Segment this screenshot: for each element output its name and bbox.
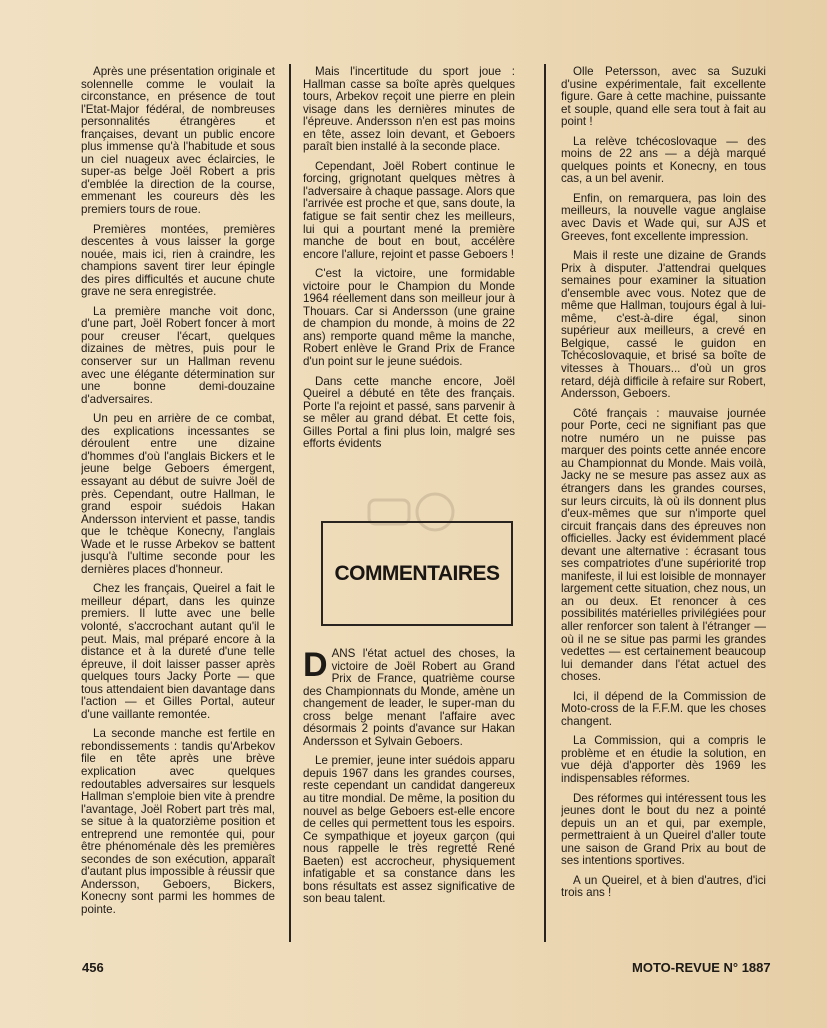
paragraph: A un Queirel, et à bien d'autres, d'ici trois ans ! bbox=[561, 873, 766, 900]
article-column-right bbox=[561, 66, 766, 941]
paragraph: Olle Petersson, avec sa Suzuki d'usine expérimentale, fait excellente figure. Gare à cette machine, puissante et souple, quand elle sera tout à fait au point ! bbox=[561, 66, 766, 129]
paragraph: Premières montées, premières descentes à vous laisser la gorge nouée, mais ici, rien à craindre, les champions savent tirer leur épingle des pires difficultés et aucune chute grave ne sera enregistrée. bbox=[81, 222, 275, 299]
paragraph: Après une présentation originale et solennelle comme le voulait la circonstance, en présence de tout l'Etat-Major fédéral, de nombreuses personnalités étrangères et françaises, devant un public encore plus immense qu'à l'habitude et sous un ciel nuageux avec éclaircies, le super-as belge Joël Robert a pris d'emblée la direction de la course, emmenant les coureurs dès les premiers tours de roue. bbox=[81, 66, 275, 217]
section-heading-box bbox=[321, 521, 513, 626]
paragraph: Le premier, jeune inter suédois apparu depuis 1967 dans les grandes courses, reste cependant un candidat dangereux au titre mondial. De même, la position du nouvel as belge Geboers est-elle encore de celles qui permettent tous les espoirs. Ce sympathique et joyeux garçon (qui nous rappelle le très regretté René Baeten) est accrocheur, physiquement infatigable et sa constance dans les bons résultats est assez significative de son beau talent. bbox=[303, 754, 515, 906]
paragraph-text: ANS l'état actuel des choses, la victoire de Joël Robert au Grand Prix de France, quatrième course des Championnats du Monde, amène un changement de leader, le super-man du cross belge menant l'affaire avec désormais 2 points d'avance sur Hakan Andersson et Sylvain Geboers. bbox=[303, 648, 515, 748]
paragraph: La relève tchécoslovaque — des moins de 22 ans — a déjà marqué quelques points et Konecny, en tous cas, a un bel avenir. bbox=[561, 134, 766, 186]
paragraph: Des réformes qui intéressent tous les jeunes dont le bout du nez a pointé depuis un an et qui, par exemple, permettraient à un Queirel d'aller toute une saison de Grand Prix au bout de ses intentions sportives. bbox=[561, 791, 766, 868]
paragraph-dropcap bbox=[303, 648, 515, 748]
paragraph: La première manche voit donc, d'une part, Joël Robert foncer à mort pour creuser l'écart, quelques dizaines de mètres, puis pour le conserver sur un Hallman revenu avec une élégante détermination sur une bonne demi-douzaine d'adversaires. bbox=[81, 304, 275, 406]
paragraph: Enfin, on remarquera, pas loin des meilleurs, la nouvelle vague anglaise avec Davis et Wade qui, sur AJS et Greeves, font excellente impression. bbox=[561, 191, 766, 243]
column-divider bbox=[289, 64, 291, 942]
page-number: 456 bbox=[82, 960, 104, 975]
paragraph: Mais l'incertitude du sport joue : Hallman casse sa boîte après quelques tours, Arbekov reçoit une pierre en plein visage dans les dernières minutes de l'épreuve. Andersson n'en est pas moins en tête, assez loin devant, et Geboers paraît bien installé à la seconde place. bbox=[303, 66, 515, 154]
paragraph: La seconde manche est fertile en rebondissements : tandis qu'Arbekov file en tête après une brève explication avec quelques redoutables adversaires sur lesquels Hallman s'emploie bien vite à prendre l'avantage, Joël Robert part très mal, se situe à la quatorzième position et entreprend une remontée qui, pour être phénoménale dès les premières secondes de son exécution, apparaît d'autant plus impossible à réussir que Andersson, Geboers, Bickers, Konecny sont parmi les hommes de pointe. bbox=[81, 727, 275, 916]
paragraph: La Commission, qui a compris le problème et en étudie la solution, en vue déjà d'apporter dès 1969 les indispensables réformes. bbox=[561, 734, 766, 785]
paragraph: Dans cette manche encore, Joël Queirel a débuté en tête des français. Porte l'a rejoint et passé, sans parvenir à se mêler au grand débat. Et cette fois, Gilles Portal a fini plus loin, malgré ses efforts évidents bbox=[303, 374, 515, 451]
article-column-left bbox=[81, 66, 275, 948]
paragraph: Cependant, Joël Robert continue le forcing, grignotant quelques mètres à l'adversaire à chaque passage. Alors que l'arrivée est proche et que, sans doute, la fatigue se fait sentir chez les meilleurs, lui qui a pourtant mené la première manche de bout en bout, accélère encore l'allure, rejoint et passe Geboers ! bbox=[303, 159, 515, 261]
paragraph: Un peu en arrière de ce combat, des explications incessantes se déroulent entre une dizaine d'hommes d'où l'anglais Bickers et le jeune belge Geboers émergent, essayant au début de suivre Joël de près. Cependant, outre Hallman, le grand espoir suédois Hakan Andersson intervient et passe, tandis que le tchèque Konecny, l'anglais Wade et le russe Arbekov se battent jusqu'à l'ultime seconde pour les dernières places d'honneur. bbox=[81, 412, 275, 576]
drop-cap-letter: D bbox=[303, 648, 328, 684]
paragraph: Chez les français, Queirel a fait le meilleur départ, dans les quinze premiers. Il lutte avec une belle volonté, s'accrochant autant qu'il le peut. Mais, mal préparé encore à la distance et à la dureté d'une telle épreuve, il doit laisser passer après quelques tours Jacky Porte — que tous attendaient bien davantage dans l'action — et Gilles Portal, auteur d'une vaillante remontée. bbox=[81, 582, 275, 721]
article-column-middle bbox=[303, 66, 515, 518]
paragraph: Ici, il dépend de la Commission de Moto-cross de la F.F.M. que les choses changent. bbox=[561, 689, 766, 728]
magazine-footer: MOTO-REVUE N° 1887 bbox=[632, 960, 771, 975]
section-title: COMMENTAIRES bbox=[334, 561, 500, 585]
paragraph: C'est la victoire, une formidable victoire pour le Champion du Monde 1964 réellement dans son meilleur jour à Thouars. Car si Andersson (une graine de champion du monde, à moins de 22 ans) remporte quand même la manche, Robert enlève le Grand Prix de France d'un point sur le jeune suédois. bbox=[303, 267, 515, 369]
paragraph: Côté français : mauvaise journée pour Porte, ceci ne signifiant pas que notre numéro un ne puisse pas marquer des points cette année encore au Championnat du Monde. Mais voilà, Jacky ne se mesure pas assez aux as étrangers dans les grandes courses, sur leurs circuits, là où ils donnent plus d'eux-mêmes que sur n'importe quel circuit français dans des épreuves non officielles. Jacky est évidemment placé devant une alternative : écrasant tous ses compatriotes d'une supériorité trop manifeste, il lui est loisible de monnayer largement cette situation, chez nous, un an ou deux. Et renoncer à ces possibilités matérielles privilégiées pour aller renforcer son talent à l'étranger — où il ne se situe pas parmi les grandes vedettes — est certainement beaucoup lui demander dans l'état actuel des choses. bbox=[561, 406, 766, 684]
paragraph: Mais il reste une dizaine de Grands Prix à disputer. J'attendrai quelques semaines pour examiner la situation d'ensemble avec vous. Notez que de même que Hallman, toujours égal à lui-même, c'est-à-dire égal, sinon supérieur aux meilleurs, a crevé en Belgique, cassé le guidon en Tchécoslovaquie, et brisé sa boîte de vitesses à Thouars... d'où un gros retard, déjà difficile à refaire sur Robert, Andersson, Geboers. bbox=[561, 249, 766, 401]
commentary-column bbox=[303, 648, 515, 940]
column-divider bbox=[544, 64, 546, 942]
